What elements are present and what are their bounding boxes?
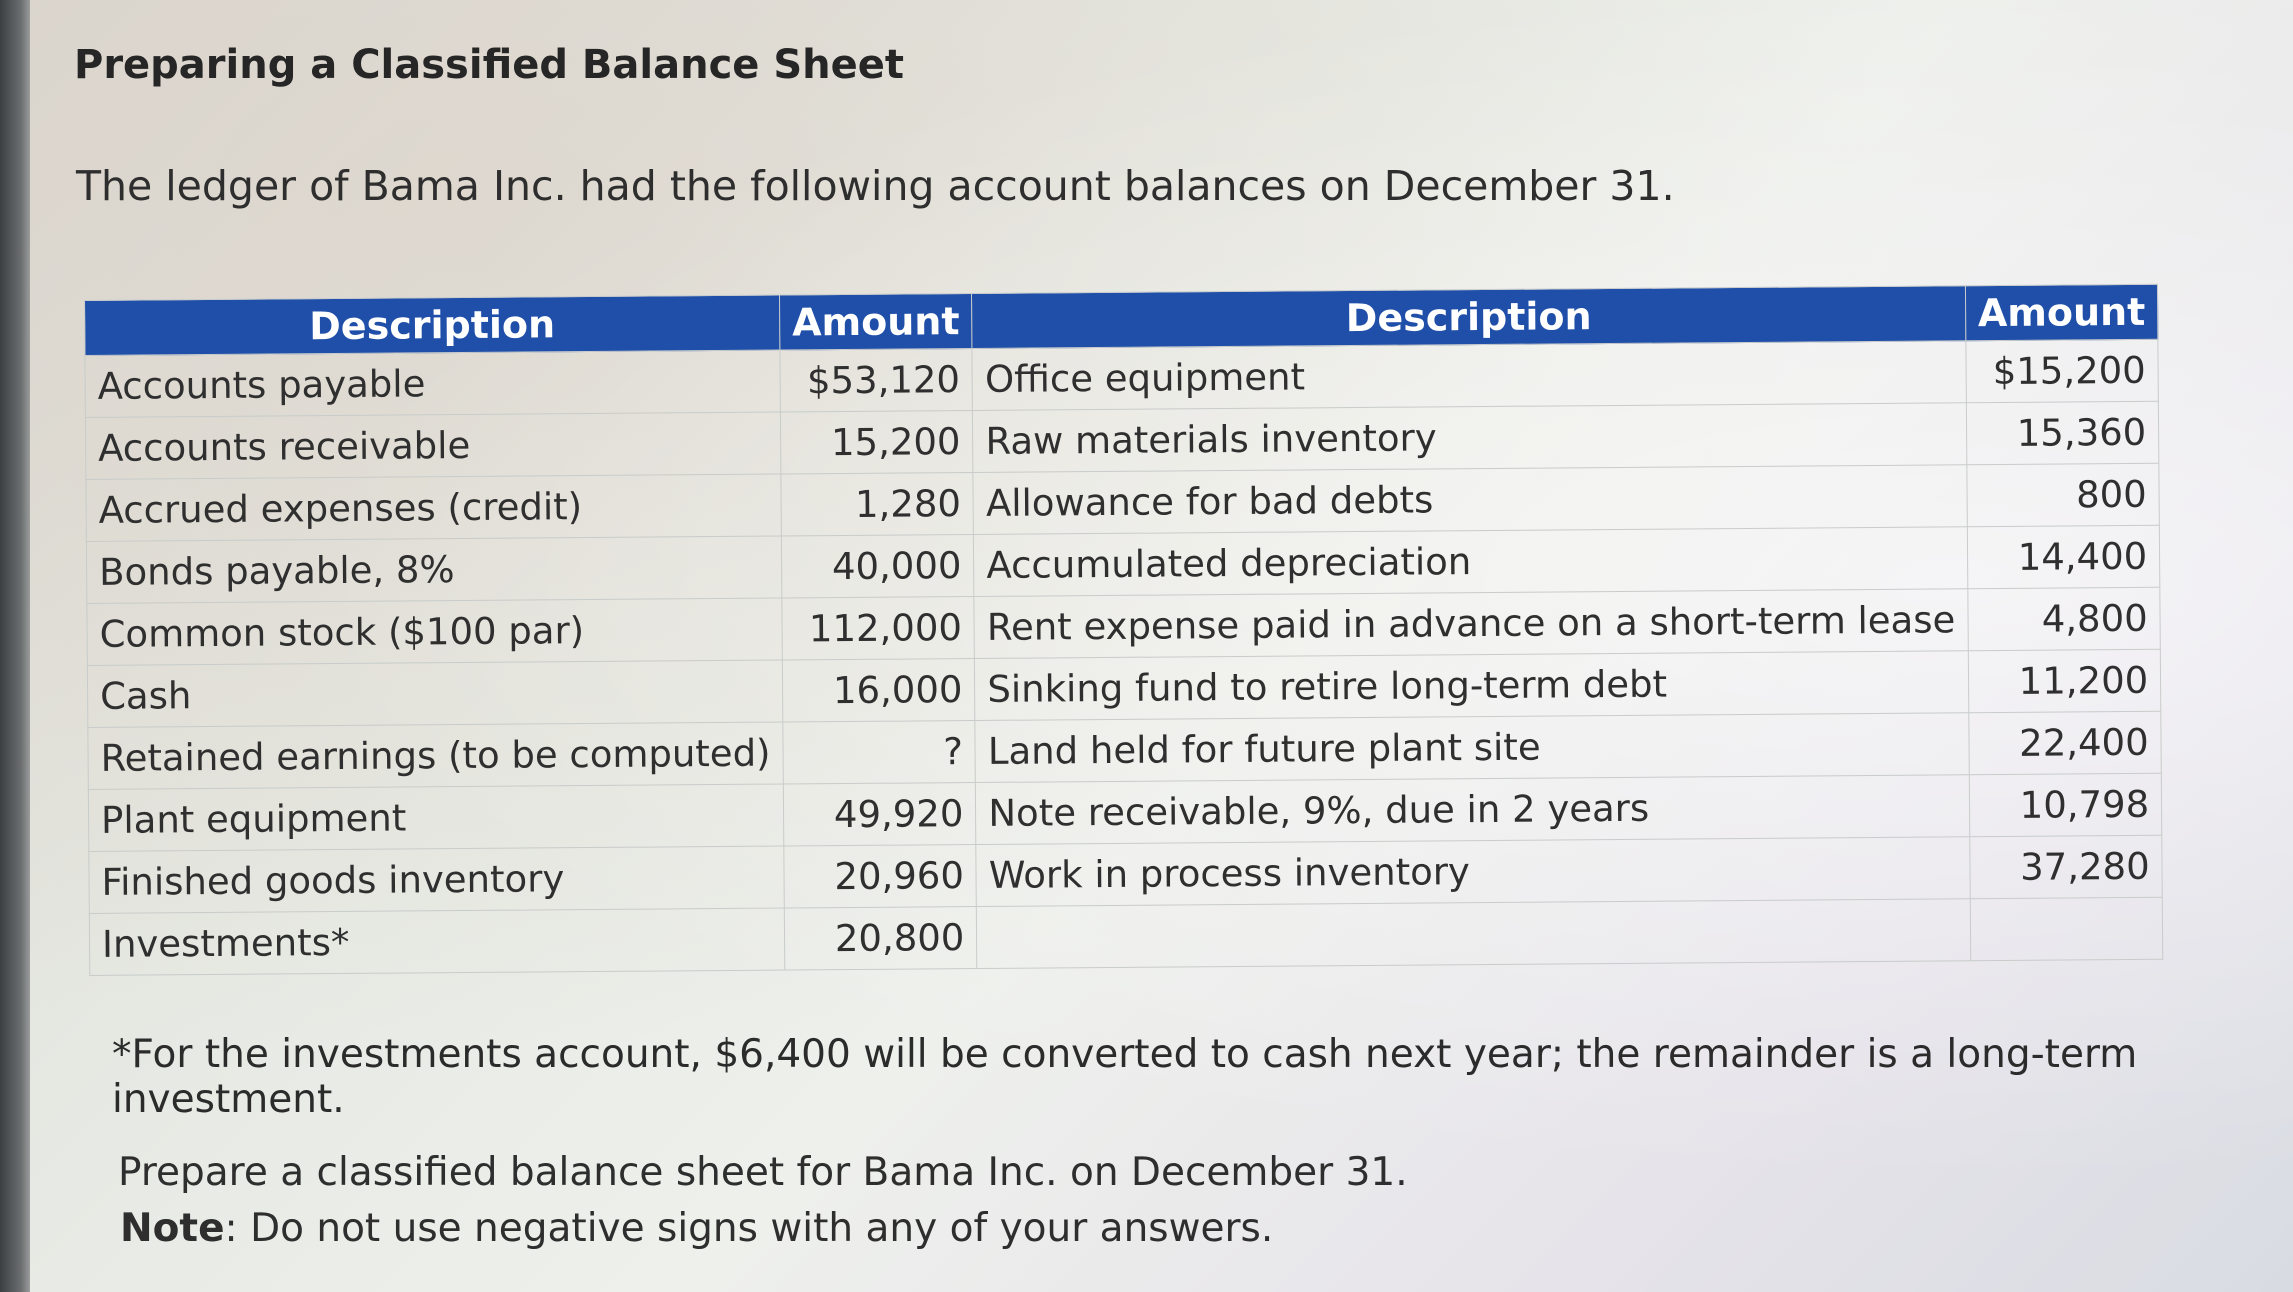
row-description-left: Accrued expenses (credit) [86, 474, 781, 541]
ledger-table [84, 284, 2163, 976]
row-amount-left: 20,960 [784, 845, 977, 909]
row-description-left: Investments* [89, 908, 784, 975]
row-description-right: Land held for future plant site [975, 713, 1969, 783]
row-amount-left: 16,000 [782, 659, 975, 723]
row-amount-right: 11,200 [1968, 649, 2161, 713]
row-amount-right: 22,400 [1969, 711, 2162, 775]
row-description-right: Note receivable, 9%, due in 2 years [976, 775, 1970, 845]
row-amount-right: 14,400 [1967, 525, 2160, 589]
row-amount-right [1970, 897, 2163, 961]
row-amount-right: 4,800 [1968, 587, 2161, 651]
row-description-right: Allowance for bad debts [973, 465, 1967, 535]
row-description-right: Raw materials inventory [973, 403, 1967, 473]
row-description-right [977, 899, 1971, 969]
row-amount-right: 800 [1967, 463, 2160, 527]
row-amount-left: 112,000 [782, 597, 975, 661]
row-amount-left: $53,120 [780, 349, 973, 413]
row-description-left: Plant equipment [88, 784, 783, 851]
row-description-right: Office equipment [972, 341, 1966, 411]
note-label: Note [120, 1206, 225, 1251]
row-description-right: Work in process inventory [976, 837, 1970, 907]
row-amount-left: 1,280 [781, 473, 974, 537]
header-description-1: Description [85, 295, 780, 355]
row-amount-left: 15,200 [780, 411, 973, 475]
row-amount-left: 49,920 [783, 783, 976, 847]
row-description-left: Finished goods inventory [89, 846, 784, 913]
monitor-bezel [0, 0, 30, 1292]
investments-footnote: *For the investments account, $6,400 will be converted to cash next year; the remainder is a long-term investment. [112, 1032, 2138, 1122]
row-description-left: Common stock ($100 par) [87, 598, 782, 665]
header-amount-2: Amount [1965, 284, 2158, 341]
note-text [120, 1206, 1273, 1251]
row-description-left: Cash [87, 660, 782, 727]
row-amount-left: 40,000 [781, 535, 974, 599]
row-description-right: Accumulated depreciation [974, 527, 1968, 597]
row-amount-right: $15,200 [1966, 339, 2159, 403]
instruction-text: Prepare a classified balance sheet for Bama Inc. on December 31. [118, 1150, 1408, 1195]
header-description-2: Description [972, 286, 1966, 349]
row-description-left: Accounts receivable [85, 412, 780, 479]
row-description-right: Rent expense paid in advance on a short-term lease [974, 589, 1968, 659]
row-amount-right: 37,280 [1970, 835, 2163, 899]
page-title: Preparing a Classified Balance Sheet [74, 42, 904, 88]
intro-text: The ledger of Bama Inc. had the following account balances on December 31. [76, 162, 1675, 210]
row-amount-right: 15,360 [1966, 401, 2159, 465]
header-amount-1: Amount [779, 294, 972, 351]
row-description-left: Bonds payable, 8% [86, 536, 781, 603]
note-body: : Do not use negative signs with any of your answers. [224, 1206, 1274, 1251]
row-description-left: Retained earnings (to be computed) [88, 722, 783, 789]
row-amount-left: 20,800 [784, 907, 977, 971]
row-amount-right: 10,798 [1969, 773, 2162, 837]
row-description-left: Accounts payable [85, 350, 780, 417]
row-description-right: Sinking fund to retire long-term debt [975, 651, 1969, 721]
row-amount-left: ? [783, 721, 976, 785]
